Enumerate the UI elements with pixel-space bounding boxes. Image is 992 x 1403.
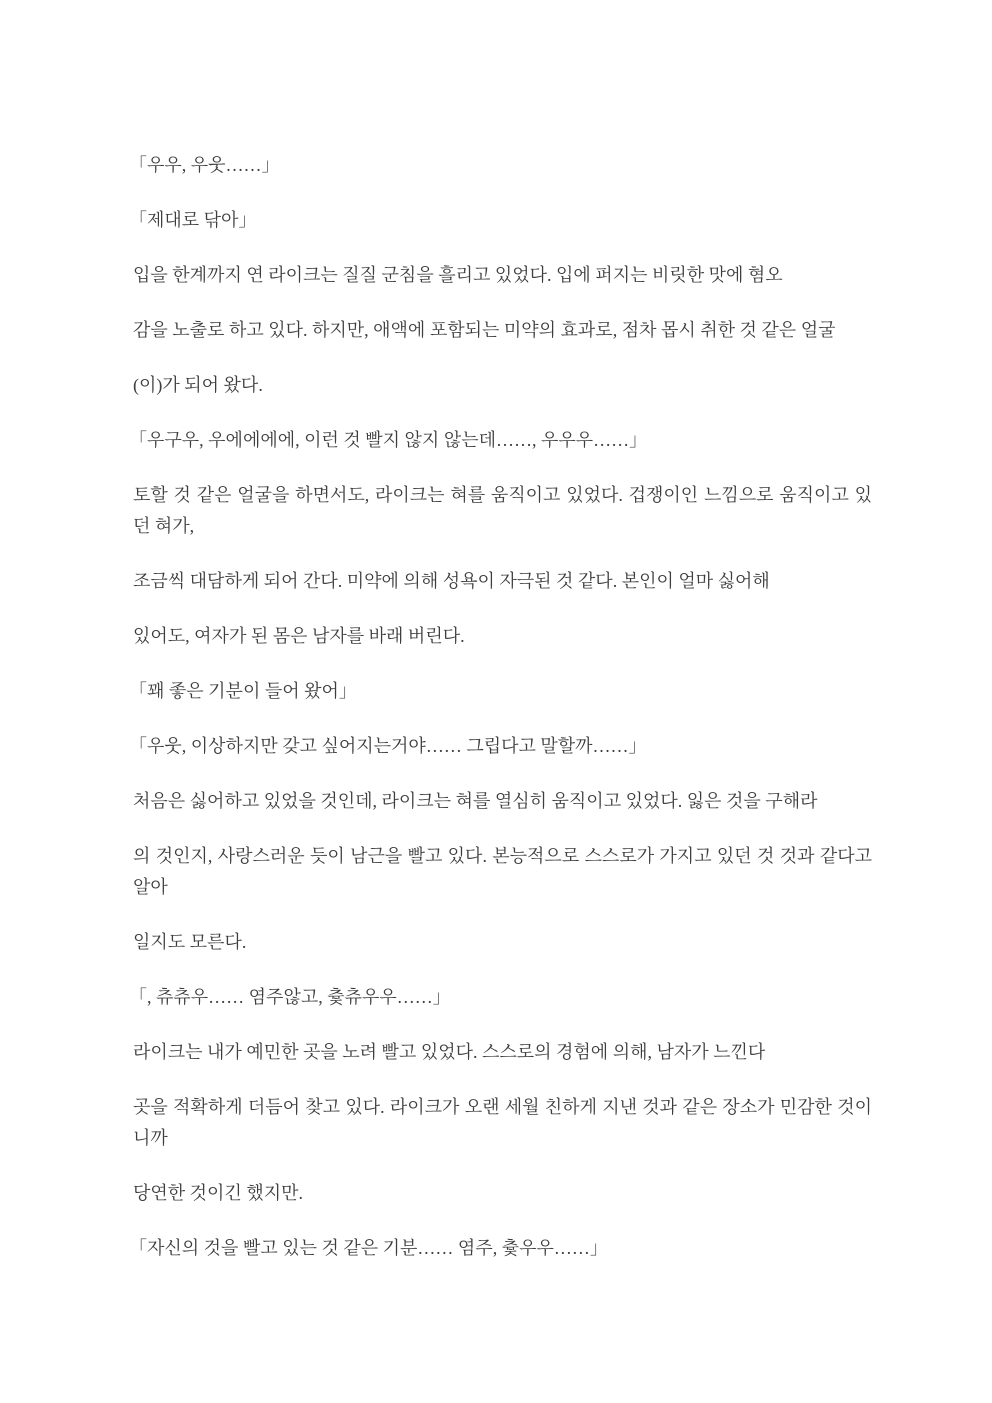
narration-paragraph: 조금씩 대담하게 되어 간다. 미약에 의해 성욕이 자극된 것 같다. 본인이 얼마 싫어해: [133, 571, 770, 591]
dialogue-paragraph: 「제대로 닦아」: [129, 210, 257, 230]
narration-paragraph: 곳을 적확하게 더듬어 찾고 있다. 라이크가 오랜 세월 친하게 지낸 것과 같은 장소가 민감한 것이니까: [133, 1097, 872, 1148]
narration-paragraph: 처음은 싫어하고 있었을 것인데, 라이크는 혀를 열심히 움직이고 있었다. 잃은 것을 구해라: [133, 791, 818, 811]
narration-paragraph: 의 것인지, 사랑스러운 듯이 남근을 빨고 있다. 본능적으로 스스로가 가지고 있던 것 것과 같다고 알아: [133, 846, 872, 897]
document-body: [129, 150, 872, 1288]
dialogue-paragraph: 「우우, 우웃……」: [129, 155, 280, 175]
dialogue-paragraph: 「우구우, 우에에에에, 이런 것 빨지 않지 않는데……, 우우우……」: [129, 430, 648, 450]
narration-paragraph: 감을 노출로 하고 있다. 하지만, 애액에 포함되는 미약의 효과로, 점차 몹시 취한 것 같은 얼굴: [133, 320, 836, 340]
narration-paragraph: 있어도, 여자가 된 몸은 남자를 바래 버린다.: [133, 626, 465, 646]
dialogue-paragraph: 「, 츄츄우…… 염주않고, 츛츄우우……」: [129, 987, 451, 1007]
dialogue-paragraph: 「꽤 좋은 기분이 들어 왔어」: [129, 681, 357, 701]
dialogue-paragraph: 「우웃, 이상하지만 갖고 싶어지는거야…… 그립다고 말할까……」: [129, 736, 647, 756]
dialogue-paragraph: 「자신의 것을 빨고 있는 것 같은 기분…… 염주, 츛우우……」: [129, 1238, 608, 1258]
narration-paragraph: 토할 것 같은 얼굴을 하면서도, 라이크는 혀를 움직이고 있었다. 겁쟁이인 느낌으로 움직이고 있던 혀가,: [133, 485, 872, 536]
narration-paragraph: 당연한 것이긴 했지만.: [133, 1183, 303, 1203]
narration-paragraph: 라이크는 내가 예민한 곳을 노려 빨고 있었다. 스스로의 경험에 의해, 남자가 느낀다: [133, 1042, 766, 1062]
narration-paragraph: 일지도 모른다.: [133, 932, 247, 952]
narration-paragraph: 입을 한계까지 연 라이크는 질질 군침을 흘리고 있었다. 입에 퍼지는 비릿한 맛에 혐오: [133, 265, 783, 285]
narration-paragraph: (이)가 되어 왔다.: [133, 375, 263, 395]
